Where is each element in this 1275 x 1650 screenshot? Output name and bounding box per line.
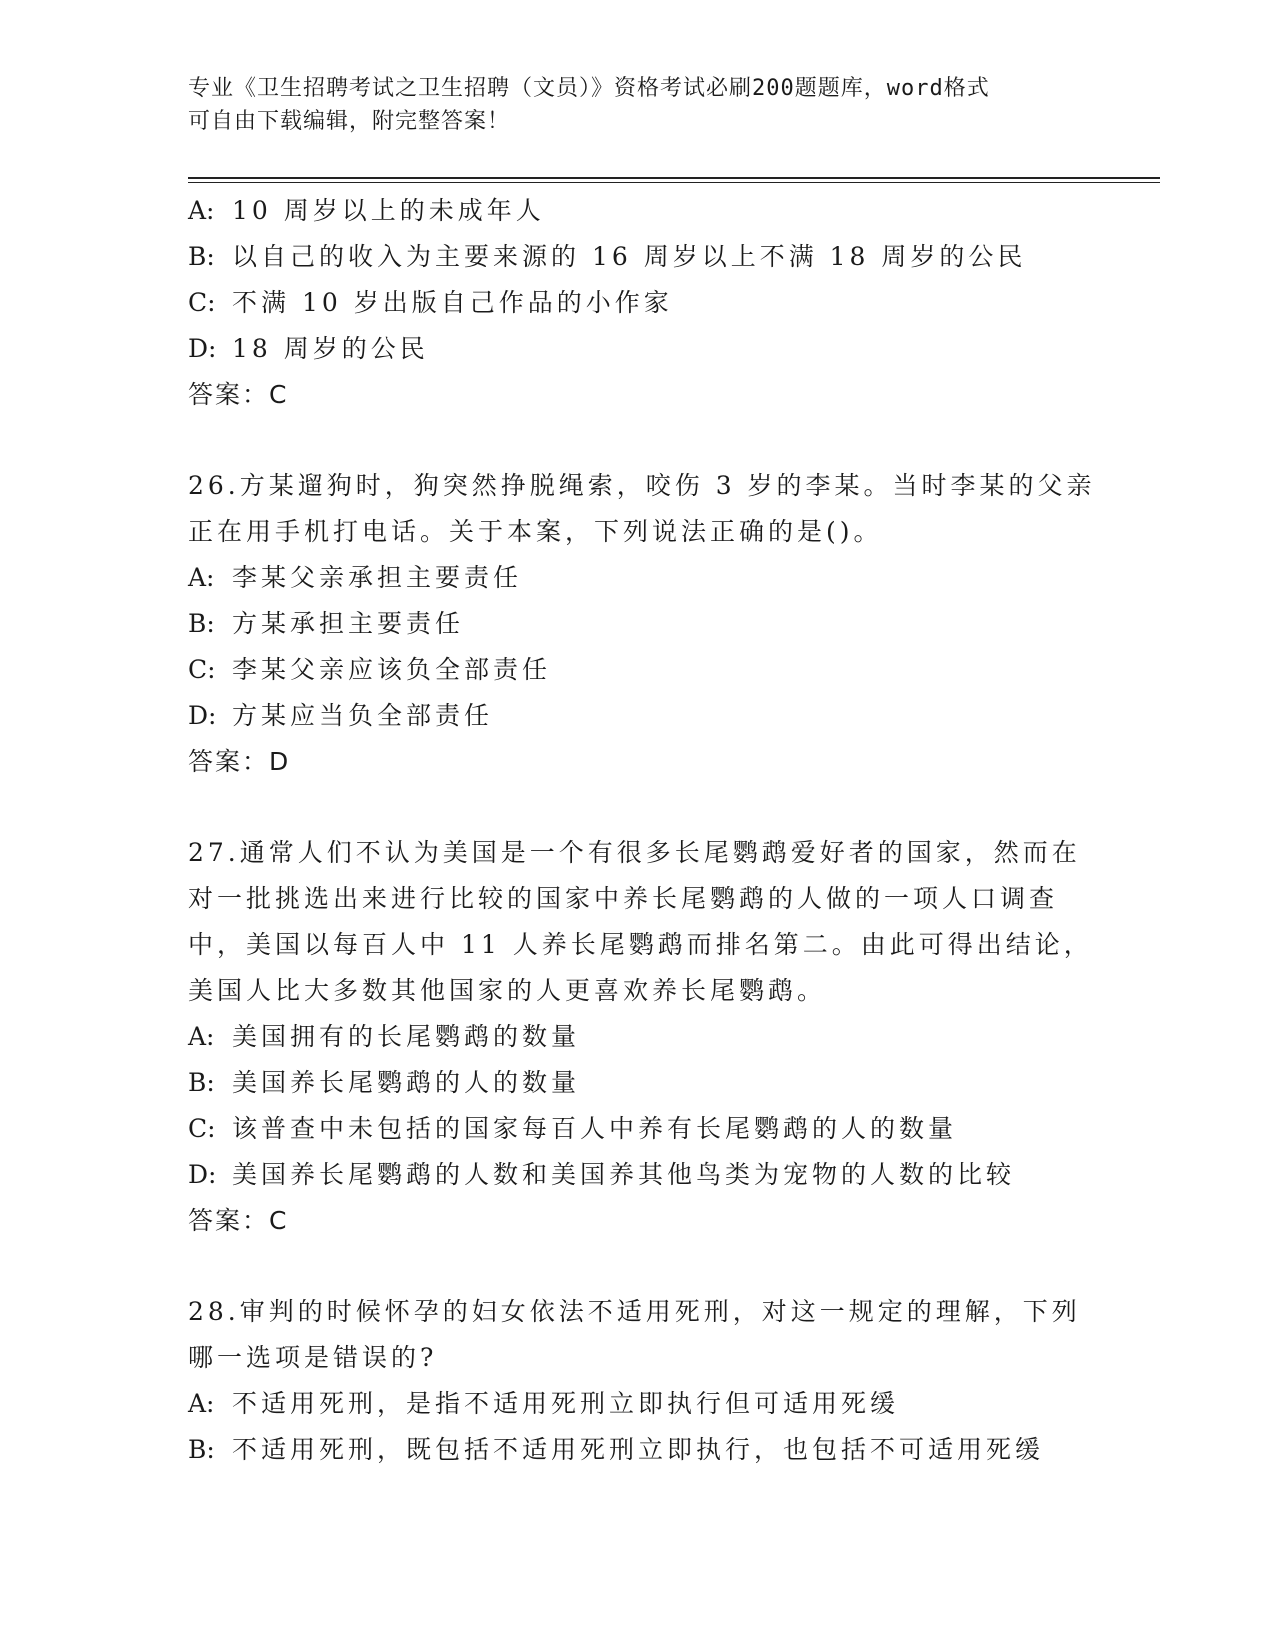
- question-stem-line: 26.方某遛狗时，狗突然挣脱绳索，咬伤 3 岁的李某。当时李某的父亲: [188, 471, 1096, 500]
- option-letter: B:: [188, 242, 215, 271]
- option-b: [188, 601, 1088, 647]
- option-letter: C:: [188, 288, 216, 317]
- document-header: [188, 72, 1068, 138]
- option-letter: D:: [188, 701, 217, 730]
- option-b: [188, 234, 1088, 280]
- option-letter: C:: [188, 1114, 216, 1143]
- question-stem-line: 正在用手机打电话。关于本案，下列说法正确的是()。: [188, 517, 883, 546]
- option-text: 方某应当负全部责任: [232, 701, 494, 730]
- option-letter: C:: [188, 655, 216, 684]
- option-text: 不满 10 岁出版自己作品的小作家: [232, 288, 673, 317]
- option-letter: A:: [188, 1022, 215, 1051]
- question-stem-line: 28.审判的时候怀孕的妇女依法不适用死刑，对这一规定的理解，下列: [188, 1297, 1081, 1326]
- option-letter: B:: [188, 609, 215, 638]
- header-title-line-1: 专业《卫生招聘考试之卫生招聘（文员）》资格考试必刷200题题库，word格式: [188, 76, 990, 101]
- answer-line: 答案：C: [188, 380, 289, 409]
- question-28: [188, 1289, 1088, 1473]
- option-a: [188, 188, 1088, 234]
- option-text: 不适用死刑，既包括不适用死刑立即执行，也包括不可适用死缓: [232, 1435, 1045, 1464]
- spacer: [188, 1244, 1088, 1289]
- option-a: [188, 1014, 1088, 1060]
- option-letter: A:: [188, 1389, 215, 1418]
- option-letter: A:: [188, 196, 215, 225]
- question-26: [188, 463, 1096, 785]
- question-stem-line: 对一批挑选出来进行比较的国家中养长尾鹦鹉的人做的一项人口调查: [188, 884, 1059, 913]
- option-letter: D:: [188, 334, 217, 363]
- spacer: [188, 785, 1088, 830]
- header-divider-thick: [188, 177, 1160, 179]
- header-divider-thin: [188, 182, 1160, 183]
- header-title-line-2: 可自由下载编辑，附完整答案！: [188, 109, 511, 134]
- option-text: 美国拥有的长尾鹦鹉的数量: [232, 1022, 581, 1051]
- answer-line: 答案：C: [188, 1206, 289, 1235]
- option-text: 李某父亲应该负全部责任: [232, 655, 552, 684]
- option-text: 美国养长尾鹦鹉的人数和美国养其他鸟类为宠物的人数的比较: [232, 1160, 1016, 1189]
- option-c: [188, 647, 1088, 693]
- option-d: [188, 1152, 1088, 1198]
- answer-line: 答案：D: [188, 747, 291, 776]
- question-stem-line: 27.通常人们不认为美国是一个有很多长尾鹦鹉爱好者的国家，然而在: [188, 838, 1081, 867]
- option-d: [188, 326, 1088, 372]
- option-c: [188, 1106, 1088, 1152]
- option-text: 以自己的收入为主要来源的 16 周岁以上不满 18 周岁的公民: [232, 242, 1027, 271]
- option-letter: D:: [188, 1160, 217, 1189]
- option-text: 18 周岁的公民: [232, 334, 429, 363]
- question-stem-line: 哪一选项是错误的?: [188, 1343, 438, 1372]
- option-letter: B:: [188, 1435, 215, 1464]
- option-text: 李某父亲承担主要责任: [232, 563, 523, 592]
- option-letter: A:: [188, 563, 215, 592]
- option-a: [188, 1381, 1088, 1427]
- option-text: 该普查中未包括的国家每百人中养有长尾鹦鹉的人的数量: [232, 1114, 958, 1143]
- question-27: [188, 830, 1093, 1244]
- option-text: 10 周岁以上的未成年人: [232, 196, 545, 225]
- option-a: [188, 555, 1088, 601]
- option-b: [188, 1060, 1088, 1106]
- question-stem-line: 美国人比大多数其他国家的人更喜欢养长尾鹦鹉。: [188, 976, 827, 1005]
- option-text: 不适用死刑，是指不适用死刑立即执行但可适用死缓: [232, 1389, 900, 1418]
- option-b: [188, 1427, 1088, 1473]
- option-text: 美国养长尾鹦鹉的人的数量: [232, 1068, 581, 1097]
- question-list: [188, 188, 1096, 1473]
- option-d: [188, 693, 1088, 739]
- option-text: 方某承担主要责任: [232, 609, 465, 638]
- spacer: [188, 418, 1088, 463]
- question-stem-line: 中，美国以每百人中 11 人养长尾鹦鹉而排名第二。由此可得出结论，: [188, 930, 1093, 959]
- question-25: [188, 188, 1088, 418]
- option-letter: B:: [188, 1068, 215, 1097]
- option-c: [188, 280, 1088, 326]
